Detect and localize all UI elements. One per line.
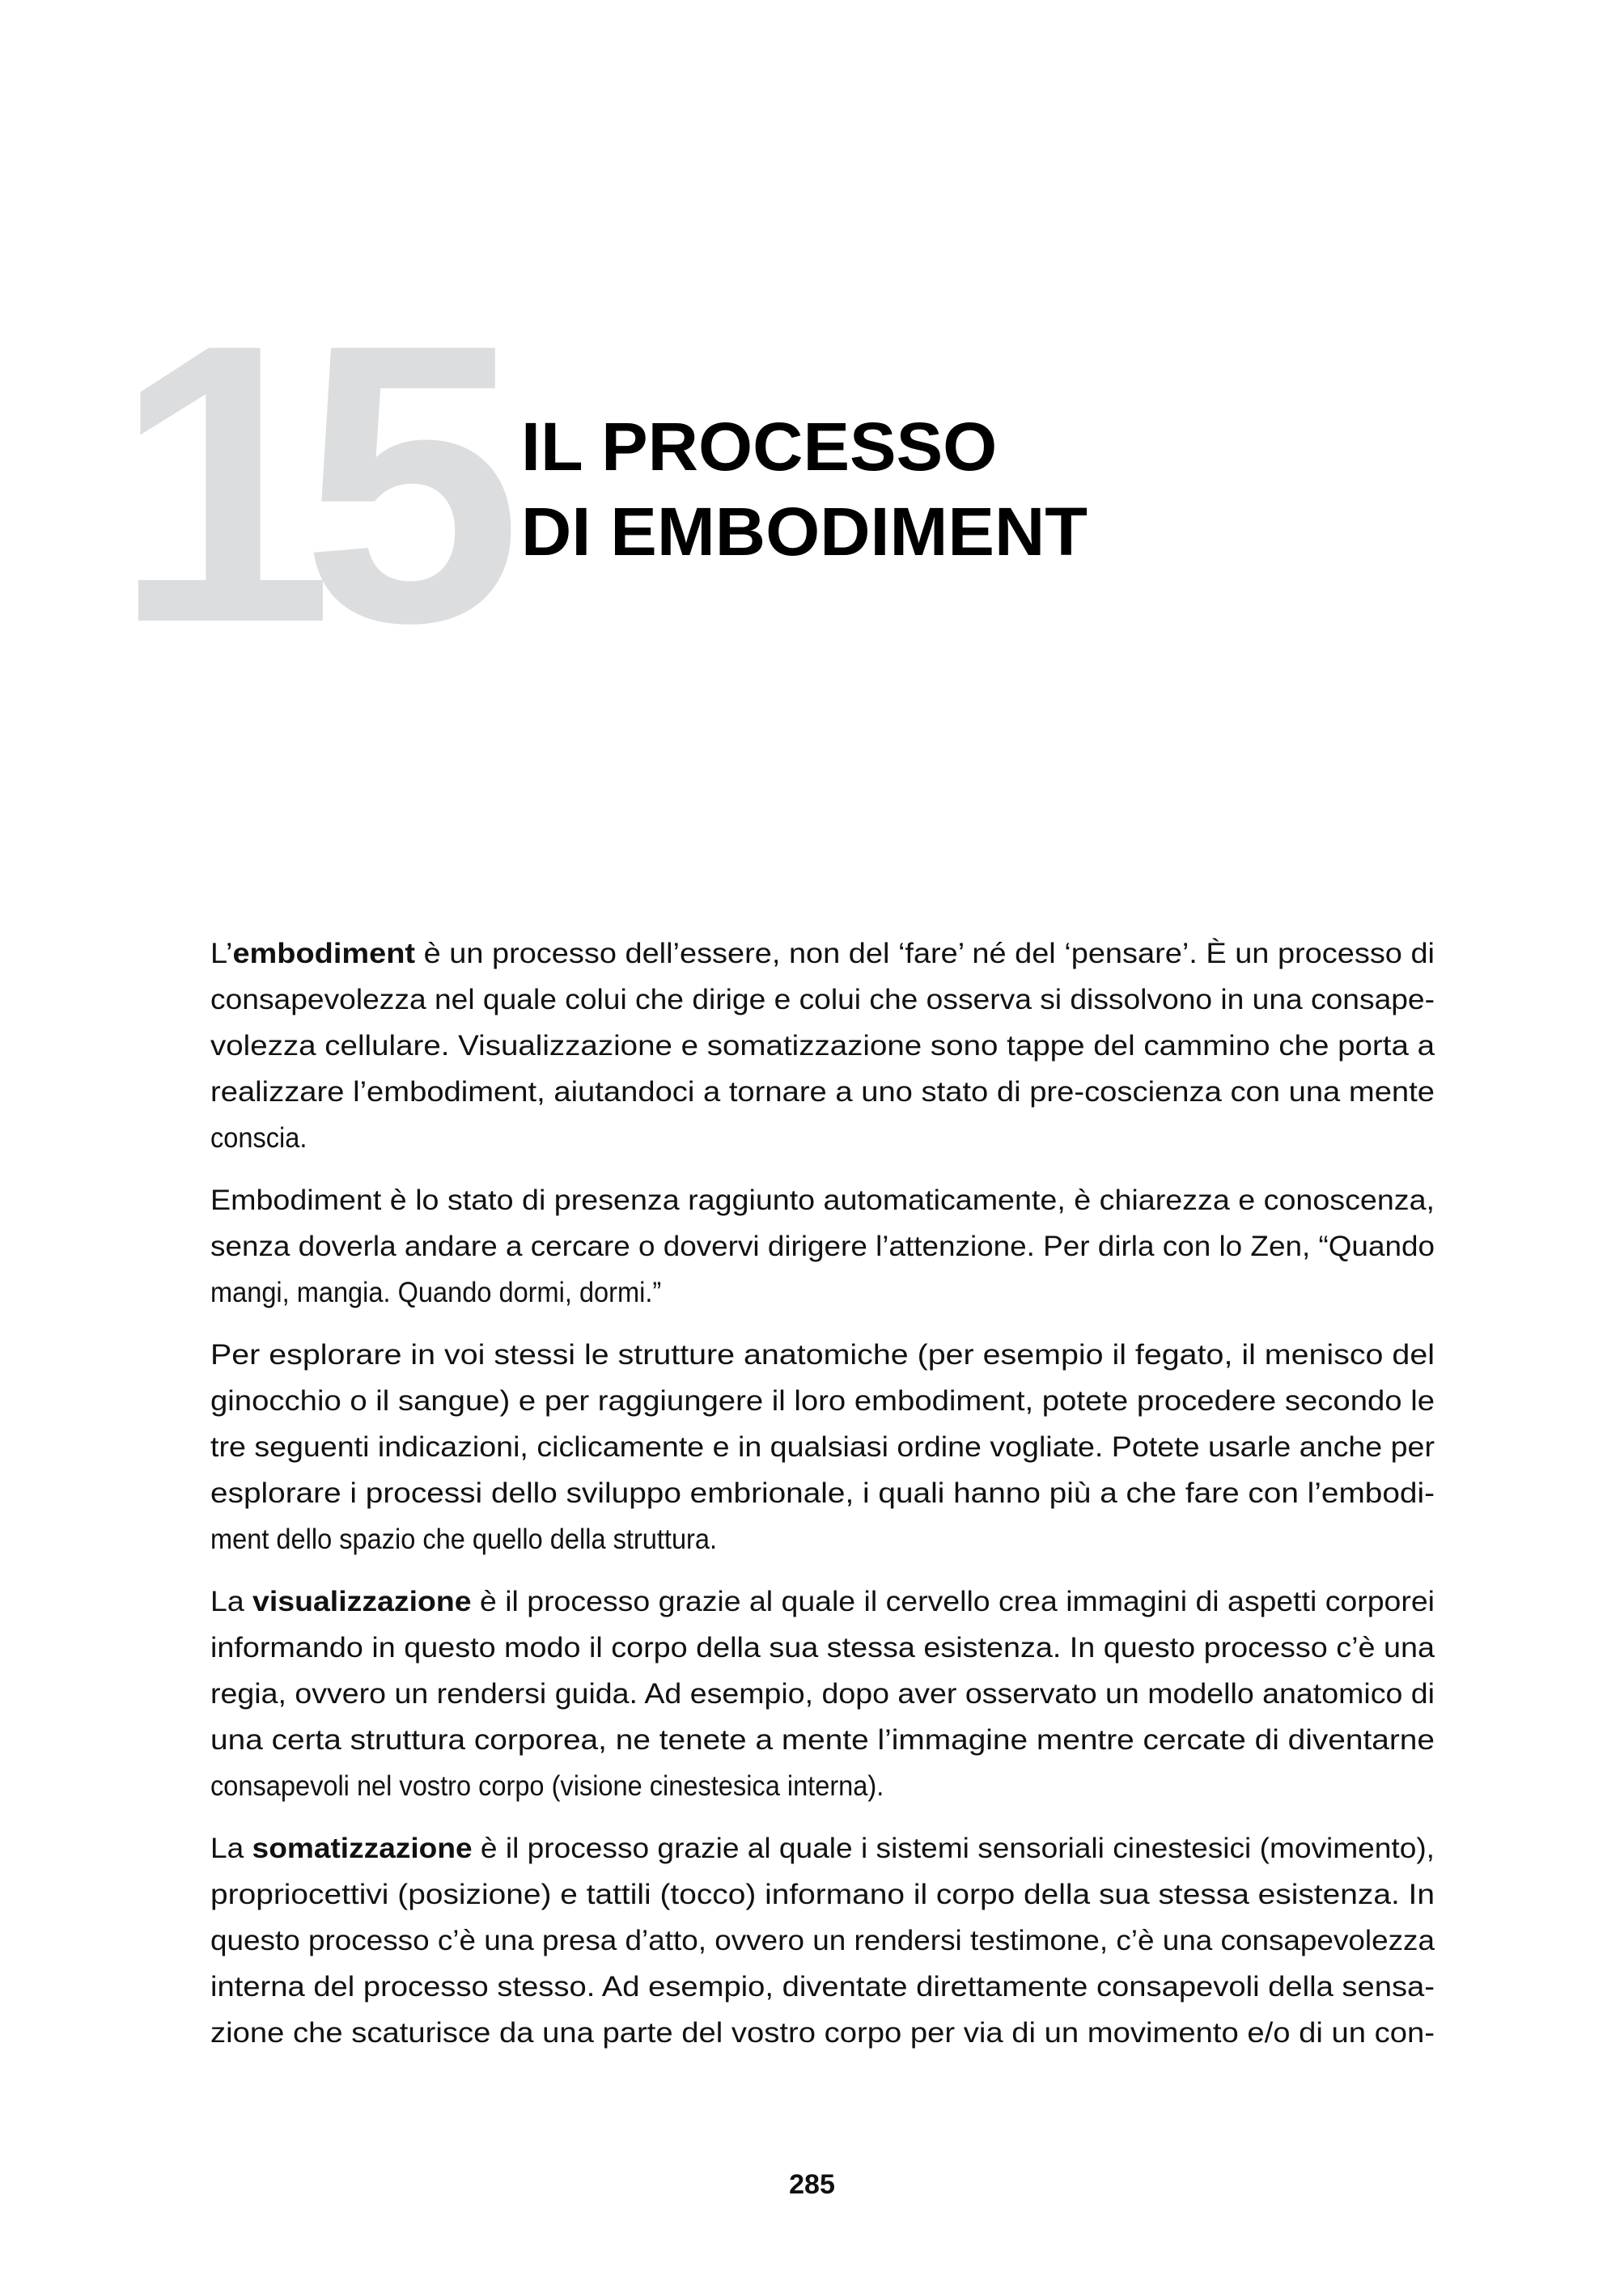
text-run: informando in questo modo il corpo della sua stessa esistenza. In questo processo c’è una [210, 1632, 1435, 1664]
text-line [210, 977, 1435, 1023]
text-line [210, 1269, 1435, 1316]
text-run: è il processo grazie al quale il cervello crea immagini di aspetti corporei [471, 1586, 1435, 1617]
text-line [210, 1332, 1435, 1378]
text-run: Per esplorare in voi stessi le strutture anatomiche (per esempio il fegato, il menisco del [210, 1339, 1435, 1371]
page-number: 285 [789, 2169, 835, 2200]
text-run: mangi, mangia. Quando dormi, dormi.” [210, 1277, 662, 1308]
text-run: conscia. [210, 1122, 307, 1154]
text-line [210, 1625, 1435, 1671]
bold-term: somatizzazione [252, 1833, 473, 1864]
text-run: Embodiment è lo stato di presenza raggiunto automaticamente, è chiarezza e conoscenza, [210, 1185, 1435, 1216]
text-line [210, 1023, 1435, 1069]
text-run: ginocchio o il sangue) e per raggiungere il loro embodiment, potete procedere secondo le [210, 1385, 1435, 1417]
text-run: una certa struttura corporea, ne tenete a mente l’immagine mentre cercate di diventarne [210, 1724, 1435, 1756]
text-line [210, 1177, 1435, 1223]
text-line [210, 1763, 1435, 1809]
paragraph [210, 1332, 1435, 1562]
body-text [210, 930, 1435, 2072]
text-line [210, 1717, 1435, 1763]
text-run: zione che scaturisce da una parte del vostro corpo per via di un movimento e/o di un con- [210, 2017, 1435, 2049]
chapter-title-line-1: IL PROCESSO [521, 409, 998, 485]
text-line [210, 1964, 1435, 2010]
text-line [210, 1470, 1435, 1516]
text-run: esplorare i processi dello sviluppo embrionale, i quali hanno più a che fare con l’embodi- [210, 1477, 1435, 1509]
text-run: consapevolezza nel quale colui che dirige e colui che osserva si dissolvono in una consape- [210, 984, 1435, 1015]
text-line [210, 1516, 1435, 1562]
text-run: volezza cellulare. Visualizzazione e somatizzazione sono tappe del cammino che porta a [210, 1030, 1435, 1062]
text-line [210, 1424, 1435, 1470]
text-line [210, 1378, 1435, 1424]
text-line [210, 1223, 1435, 1269]
text-run: consapevoli nel vostro corpo (visione cinestesica interna). [210, 1770, 884, 1802]
text-line [210, 1825, 1435, 1871]
text-line [210, 1871, 1435, 1918]
chapter-title-line-2: DI EMBODIMENT [521, 494, 1088, 570]
text-run: La [210, 1586, 253, 1617]
text-line [210, 1671, 1435, 1717]
text-run: interna del processo stesso. Ad esempio, diventate direttamente consapevoli della sensa- [210, 1971, 1435, 2003]
text-run: realizzare l’embodiment, aiutandoci a tornare a uno stato di pre-coscienza con una mente [210, 1076, 1435, 1108]
text-run: regia, ovvero un rendersi guida. Ad esempio, dopo aver osservato un modello anatomico di [210, 1678, 1435, 1710]
chapter-number: 15 [113, 261, 490, 705]
bold-term: visualizzazione [252, 1586, 472, 1617]
chapter-title [521, 405, 1088, 574]
text-run: è il processo grazie al quale i sistemi sensoriali cinestesici (movimento), [472, 1833, 1435, 1864]
text-run: L’ [210, 938, 233, 969]
text-run: questo processo c’è una presa d’atto, ovvero un rendersi testimone, c’è una consapevolezza [210, 1925, 1435, 1956]
text-line [210, 1918, 1435, 1964]
text-line [210, 2010, 1435, 2056]
text-line [210, 1115, 1435, 1161]
paragraph [210, 1177, 1435, 1316]
bold-term: embodiment [232, 938, 416, 969]
text-run: ment dello spazio che quello della struttura. [210, 1524, 718, 1555]
paragraph [210, 930, 1435, 1161]
text-line [210, 1069, 1435, 1115]
paragraph [210, 1579, 1435, 1809]
text-run: senza doverla andare a cercare o dovervi dirigere l’attenzione. Per dirla con lo Zen, “Quando [210, 1231, 1435, 1262]
text-run: propriocettivi (posizione) e tattili (tocco) informano il corpo della sua stessa esistenza. In [210, 1879, 1435, 1910]
text-line [210, 1579, 1435, 1625]
text-run: è un processo dell’essere, non del ‘fare’ né del ‘pensare’. È un processo di [415, 938, 1435, 969]
text-run: tre seguenti indicazioni, ciclicamente e in qualsiasi ordine vogliate. Potete usarle anche per [210, 1431, 1435, 1463]
text-line [210, 930, 1435, 977]
text-run: La [210, 1833, 252, 1864]
paragraph [210, 1825, 1435, 2056]
